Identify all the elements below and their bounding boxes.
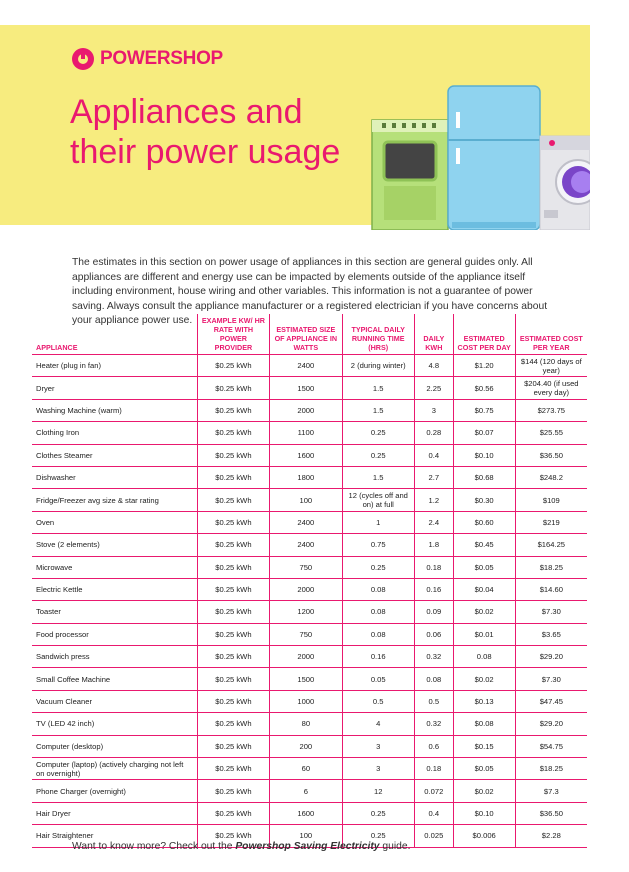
cell-appliance: Computer (desktop) xyxy=(32,735,197,757)
cell-watts: 60 xyxy=(270,758,342,780)
cell-cost-per-day: $0.07 xyxy=(453,422,515,444)
fridge-illustration xyxy=(448,86,540,230)
cell-daily-kwh: 0.4 xyxy=(414,802,453,824)
table-row xyxy=(32,466,587,488)
cell-cost-per-year: $36.50 xyxy=(515,802,587,824)
cell-daily-kwh: 0.5 xyxy=(414,690,453,712)
cell-daily-kwh: 1.8 xyxy=(414,534,453,556)
cell-cost-per-day: $0.02 xyxy=(453,780,515,802)
cell-watts: 750 xyxy=(270,623,342,645)
cell-running-time: 0.5 xyxy=(342,690,414,712)
cell-cost-per-year: $248.2 xyxy=(515,466,587,488)
powershop-logo xyxy=(72,48,223,70)
cell-running-time: 1.5 xyxy=(342,377,414,399)
cell-appliance: Hair Straightener xyxy=(32,825,197,847)
cell-appliance: Phone Charger (overnight) xyxy=(32,780,197,802)
cell-cost-per-year: $47.45 xyxy=(515,690,587,712)
cell-cost-per-year: $219 xyxy=(515,511,587,533)
page-title xyxy=(70,92,390,172)
cell-appliance: Electric Kettle xyxy=(32,578,197,600)
cell-daily-kwh: 2.4 xyxy=(414,511,453,533)
cell-rate: $0.25 kWh xyxy=(197,825,269,847)
cell-rate: $0.25 kWh xyxy=(197,377,269,399)
cell-daily-kwh: 0.6 xyxy=(414,735,453,757)
cell-cost-per-day: $0.10 xyxy=(453,802,515,824)
table-row xyxy=(32,377,587,399)
cell-cost-per-day: $0.45 xyxy=(453,534,515,556)
column-header-daily-kwh: DAILY KWH xyxy=(414,314,453,355)
cell-appliance: Microwave xyxy=(32,556,197,578)
cell-cost-per-day: $0.02 xyxy=(453,668,515,690)
cell-watts: 200 xyxy=(270,735,342,757)
cell-running-time: 12 xyxy=(342,780,414,802)
cell-cost-per-day: $0.05 xyxy=(453,556,515,578)
cell-cost-per-year: $7.3 xyxy=(515,780,587,802)
cell-daily-kwh: 0.18 xyxy=(414,556,453,578)
cell-watts: 100 xyxy=(270,489,342,511)
cell-watts: 2000 xyxy=(270,578,342,600)
cell-appliance: Small Coffee Machine xyxy=(32,668,197,690)
cell-watts: 100 xyxy=(270,825,342,847)
footer-prefix: Want to know more? Check out the xyxy=(72,841,236,852)
cell-running-time: 0.08 xyxy=(342,601,414,623)
cell-watts: 2000 xyxy=(270,646,342,668)
cell-daily-kwh: 0.08 xyxy=(414,668,453,690)
cell-appliance: Fridge/Freezer avg size & star rating xyxy=(32,489,197,511)
cell-running-time: 1.5 xyxy=(342,399,414,421)
cell-cost-per-day: $1.20 xyxy=(453,355,515,377)
cell-daily-kwh: 0.28 xyxy=(414,422,453,444)
cell-running-time: 3 xyxy=(342,758,414,780)
cell-appliance: Stove (2 elements) xyxy=(32,534,197,556)
cell-rate: $0.25 kWh xyxy=(197,489,269,511)
table-row xyxy=(32,422,587,444)
cell-cost-per-year: $204.40 (if used every day) xyxy=(515,377,587,399)
cell-appliance: TV (LED 42 inch) xyxy=(32,713,197,735)
table-row xyxy=(32,444,587,466)
cell-running-time: 2 (during winter) xyxy=(342,355,414,377)
saving-electricity-guide-link[interactable]: Powershop Saving Electricity xyxy=(235,841,380,852)
cell-appliance: Oven xyxy=(32,511,197,533)
cell-appliance: Dishwasher xyxy=(32,466,197,488)
table-row xyxy=(32,534,587,556)
cell-cost-per-year: $144 (120 days of year) xyxy=(515,355,587,377)
footer-note xyxy=(72,841,410,852)
cell-running-time: 1 xyxy=(342,511,414,533)
cell-rate: $0.25 kWh xyxy=(197,444,269,466)
table-row xyxy=(32,623,587,645)
cell-cost-per-year: $54.75 xyxy=(515,735,587,757)
cell-running-time: 0.25 xyxy=(342,556,414,578)
cell-daily-kwh: 0.09 xyxy=(414,601,453,623)
cell-appliance: Vacuum Cleaner xyxy=(32,690,197,712)
table-body xyxy=(32,355,587,848)
cell-cost-per-year: $164.25 xyxy=(515,534,587,556)
cell-running-time: 12 (cycles off and on) at full xyxy=(342,489,414,511)
cell-daily-kwh: 0.4 xyxy=(414,444,453,466)
cell-watts: 1500 xyxy=(270,668,342,690)
cell-cost-per-year: $109 xyxy=(515,489,587,511)
table-header-row xyxy=(32,314,587,355)
cell-cost-per-year: $36.50 xyxy=(515,444,587,466)
cell-running-time: 4 xyxy=(342,713,414,735)
cell-rate: $0.25 kWh xyxy=(197,690,269,712)
cell-watts: 1100 xyxy=(270,422,342,444)
cell-cost-per-year: $3.65 xyxy=(515,623,587,645)
cell-cost-per-day: $0.30 xyxy=(453,489,515,511)
cell-running-time: 0.05 xyxy=(342,668,414,690)
table-row xyxy=(32,690,587,712)
cell-cost-per-year: $7.30 xyxy=(515,601,587,623)
cell-watts: 2000 xyxy=(270,399,342,421)
powershop-logo-icon xyxy=(72,48,94,70)
cell-appliance: Washing Machine (warm) xyxy=(32,399,197,421)
table-row xyxy=(32,780,587,802)
cell-cost-per-year: $29.20 xyxy=(515,713,587,735)
cell-appliance: Dryer xyxy=(32,377,197,399)
cell-rate: $0.25 kWh xyxy=(197,668,269,690)
cell-running-time: 0.25 xyxy=(342,444,414,466)
page-title-line-1: Appliances and xyxy=(70,93,303,131)
cell-running-time: 0.08 xyxy=(342,623,414,645)
cell-cost-per-day: $0.75 xyxy=(453,399,515,421)
cell-daily-kwh: 0.072 xyxy=(414,780,453,802)
cell-cost-per-year: $29.20 xyxy=(515,646,587,668)
cell-rate: $0.25 kWh xyxy=(197,735,269,757)
table-row xyxy=(32,646,587,668)
cell-running-time: 0.25 xyxy=(342,802,414,824)
cell-rate: $0.25 kWh xyxy=(197,466,269,488)
cell-watts: 750 xyxy=(270,556,342,578)
cell-running-time: 0.75 xyxy=(342,534,414,556)
cell-rate: $0.25 kWh xyxy=(197,556,269,578)
cell-cost-per-day: $0.006 xyxy=(453,825,515,847)
cell-appliance: Computer (laptop) (actively charging not left on overnight) xyxy=(32,758,197,780)
intro-paragraph: The estimates in this section on power usage of appliances in this section are general guides only. All appliances are different and energy use can be impacted by elements outside of the appliance itself including environment, house wiring and other variables. This information is not a guarantee of power saving. Always consult the appliance manufacturer or a registered electrician if you have concerns about your appliance power use. xyxy=(72,257,548,327)
column-header-appliance: APPLIANCE xyxy=(32,314,197,355)
table-row xyxy=(32,713,587,735)
cell-daily-kwh: 2.7 xyxy=(414,466,453,488)
cell-appliance: Clothing Iron xyxy=(32,422,197,444)
appliances-illustration xyxy=(368,82,590,230)
column-header-cost-per-day: ESTIMATED COST PER DAY xyxy=(453,314,515,355)
cell-running-time: 3 xyxy=(342,735,414,757)
cell-appliance: Hair Dryer xyxy=(32,802,197,824)
cell-rate: $0.25 kWh xyxy=(197,534,269,556)
cell-appliance: Food processor xyxy=(32,623,197,645)
table-row xyxy=(32,578,587,600)
cell-watts: 1800 xyxy=(270,466,342,488)
cell-running-time: 0.25 xyxy=(342,422,414,444)
cell-watts: 2400 xyxy=(270,534,342,556)
table-row xyxy=(32,758,587,780)
cell-watts: 2400 xyxy=(270,355,342,377)
stove-illustration xyxy=(372,120,448,230)
cell-appliance: Toaster xyxy=(32,601,197,623)
cell-cost-per-day: $0.01 xyxy=(453,623,515,645)
cell-watts: 6 xyxy=(270,780,342,802)
cell-watts: 1600 xyxy=(270,444,342,466)
cell-cost-per-day: $0.68 xyxy=(453,466,515,488)
cell-rate: $0.25 kWh xyxy=(197,578,269,600)
cell-running-time: 0.25 xyxy=(342,825,414,847)
table-row xyxy=(32,802,587,824)
cell-cost-per-year: $25.55 xyxy=(515,422,587,444)
cell-watts: 1000 xyxy=(270,690,342,712)
cell-cost-per-day: $0.13 xyxy=(453,690,515,712)
washing-machine-illustration xyxy=(540,136,590,230)
cell-cost-per-year: $7.30 xyxy=(515,668,587,690)
cell-cost-per-day: $0.04 xyxy=(453,578,515,600)
brand-name: POWERSHOP xyxy=(100,48,223,69)
cell-daily-kwh: 3 xyxy=(414,399,453,421)
cell-appliance: Clothes Steamer xyxy=(32,444,197,466)
cell-cost-per-year: $18.25 xyxy=(515,758,587,780)
cell-watts: 80 xyxy=(270,713,342,735)
table-row xyxy=(32,399,587,421)
table-row xyxy=(32,556,587,578)
cell-cost-per-day: 0.08 xyxy=(453,646,515,668)
cell-rate: $0.25 kWh xyxy=(197,713,269,735)
cell-cost-per-day: $0.56 xyxy=(453,377,515,399)
cell-cost-per-day: $0.02 xyxy=(453,601,515,623)
cell-running-time: 0.16 xyxy=(342,646,414,668)
cell-daily-kwh: 0.06 xyxy=(414,623,453,645)
cell-running-time: 0.08 xyxy=(342,578,414,600)
cell-daily-kwh: 4.8 xyxy=(414,355,453,377)
cell-cost-per-day: $0.05 xyxy=(453,758,515,780)
column-header-running-time: TYPICAL DAILY RUNNING TIME (HRS) xyxy=(342,314,414,355)
cell-daily-kwh: 2.25 xyxy=(414,377,453,399)
cell-daily-kwh: 0.18 xyxy=(414,758,453,780)
cell-rate: $0.25 kWh xyxy=(197,511,269,533)
table-row xyxy=(32,355,587,377)
cell-rate: $0.25 kWh xyxy=(197,758,269,780)
cell-daily-kwh: 0.32 xyxy=(414,713,453,735)
cell-watts: 1200 xyxy=(270,601,342,623)
footer-suffix: guide. xyxy=(379,841,411,852)
cell-daily-kwh: 0.16 xyxy=(414,578,453,600)
cell-rate: $0.25 kWh xyxy=(197,355,269,377)
cell-rate: $0.25 kWh xyxy=(197,422,269,444)
table-row xyxy=(32,511,587,533)
column-header-rate: EXAMPLE KW/ HR RATE WITH POWER PROVIDER xyxy=(197,314,269,355)
cell-cost-per-day: $0.08 xyxy=(453,713,515,735)
table-row xyxy=(32,489,587,511)
appliance-usage-table xyxy=(32,314,587,848)
cell-watts: 2400 xyxy=(270,511,342,533)
cell-appliance: Sandwich press xyxy=(32,646,197,668)
table-row xyxy=(32,668,587,690)
cell-rate: $0.25 kWh xyxy=(197,601,269,623)
table-row xyxy=(32,601,587,623)
cell-cost-per-day: $0.10 xyxy=(453,444,515,466)
table-row xyxy=(32,735,587,757)
cell-cost-per-day: $0.60 xyxy=(453,511,515,533)
cell-rate: $0.25 kWh xyxy=(197,646,269,668)
page-title-line-2: their power usage xyxy=(70,133,341,171)
cell-cost-per-year: $18.25 xyxy=(515,556,587,578)
cell-rate: $0.25 kWh xyxy=(197,399,269,421)
cell-daily-kwh: 1.2 xyxy=(414,489,453,511)
cell-daily-kwh: 0.32 xyxy=(414,646,453,668)
cell-rate: $0.25 kWh xyxy=(197,802,269,824)
column-header-watts: ESTIMATED SIZE OF APPLIANCE IN WATTS xyxy=(270,314,342,355)
cell-rate: $0.25 kWh xyxy=(197,623,269,645)
cell-watts: 1600 xyxy=(270,802,342,824)
cell-cost-per-year: $273.75 xyxy=(515,399,587,421)
cell-rate: $0.25 kWh xyxy=(197,780,269,802)
cell-appliance: Heater (plug in fan) xyxy=(32,355,197,377)
cell-cost-per-year: $14.60 xyxy=(515,578,587,600)
column-header-cost-per-year: ESTIMATED COST PER YEAR xyxy=(515,314,587,355)
cell-daily-kwh: 0.025 xyxy=(414,825,453,847)
cell-cost-per-day: $0.15 xyxy=(453,735,515,757)
cell-cost-per-year: $2.28 xyxy=(515,825,587,847)
cell-running-time: 1.5 xyxy=(342,466,414,488)
cell-watts: 1500 xyxy=(270,377,342,399)
